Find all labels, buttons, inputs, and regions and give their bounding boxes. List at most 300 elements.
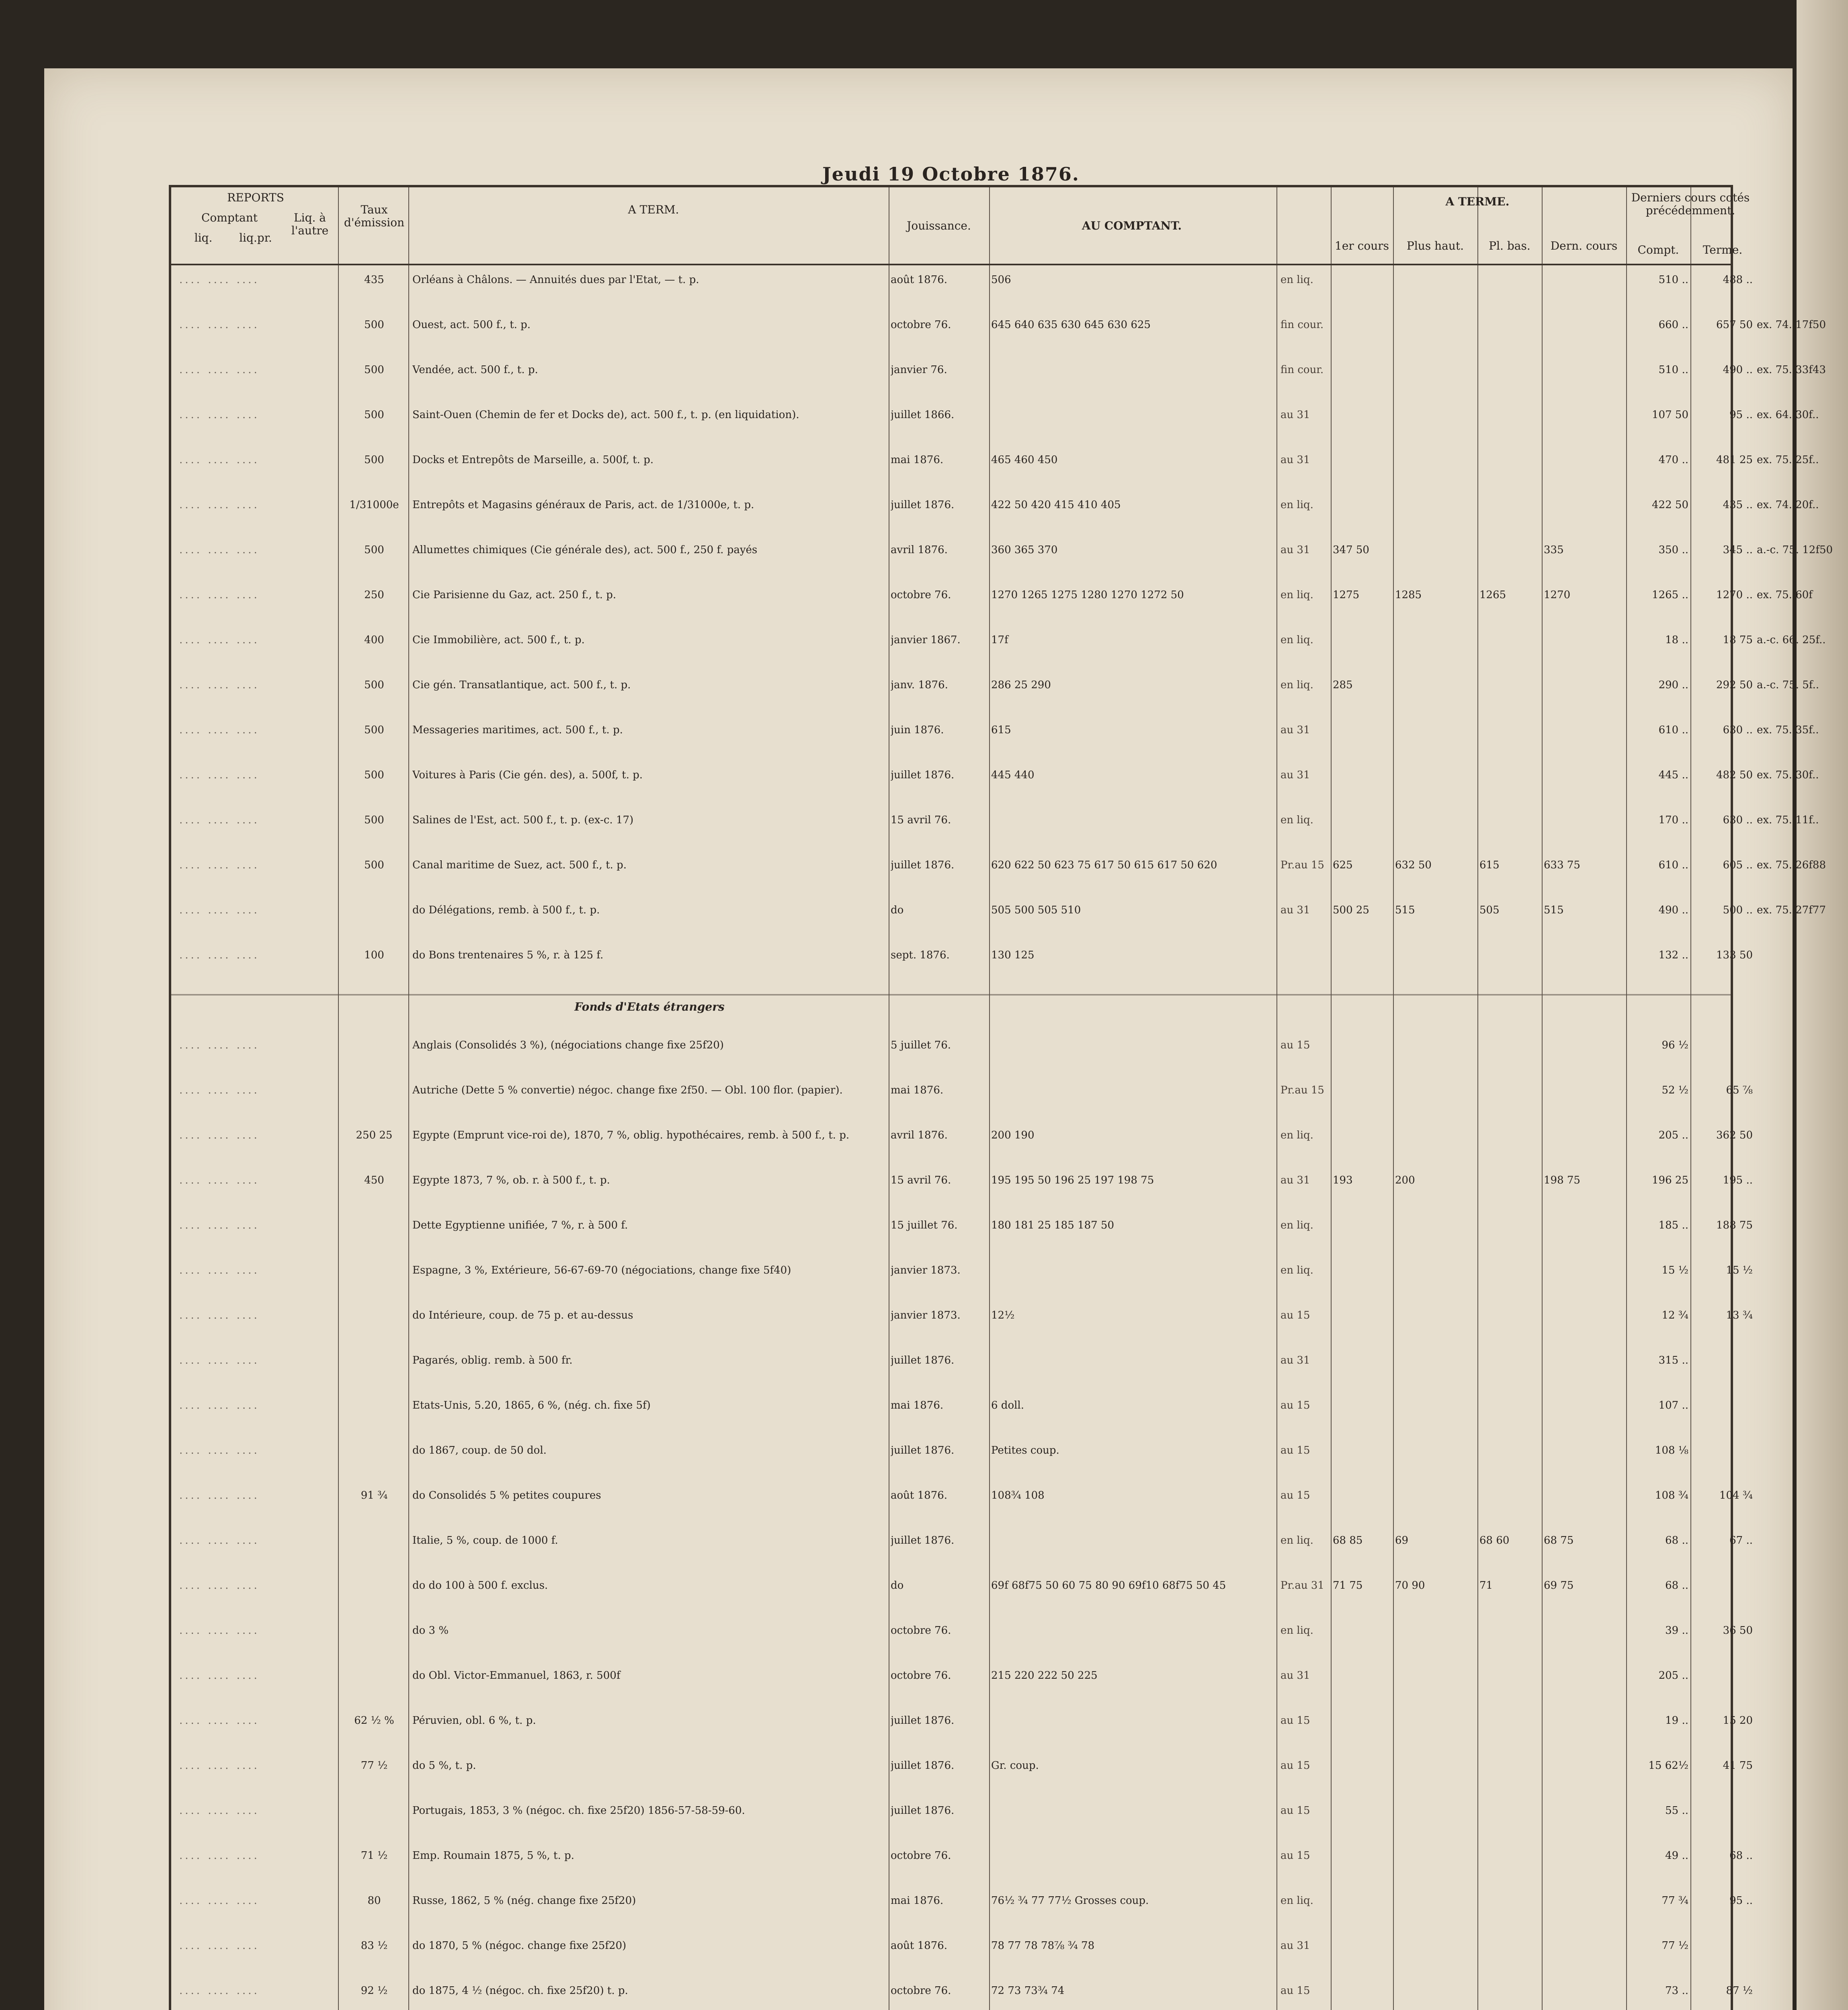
cell-prem: 285 bbox=[1333, 679, 1353, 691]
cell-name: do Consolidés 5 % petites coupures bbox=[412, 1489, 601, 1501]
cell-aterm: au 15 bbox=[1280, 1039, 1310, 1051]
table-row bbox=[171, 1667, 1731, 1684]
header-plus-haut: Plus haut. bbox=[1406, 239, 1464, 252]
cell-taux: 83 ½ bbox=[361, 1940, 388, 1952]
cell-compt: 68 .. bbox=[1665, 1534, 1688, 1546]
cell-taux: 250 bbox=[364, 589, 384, 601]
cell-jouis: do bbox=[891, 904, 904, 916]
cell-taux: 80 bbox=[367, 1895, 381, 1907]
cell-cpt: 506 bbox=[991, 274, 1011, 286]
section-rule bbox=[171, 994, 1731, 995]
cell-jouis: août 1876. bbox=[891, 274, 948, 286]
cell-term: 188 75 bbox=[1716, 1219, 1753, 1231]
cell-cpt: 12½ bbox=[991, 1309, 1015, 1321]
cell-jouis: janvier 1873. bbox=[891, 1264, 961, 1276]
cell-aterm: au 15 bbox=[1280, 1760, 1310, 1772]
cell-compt: 18 .. bbox=[1665, 634, 1688, 646]
cell-pb: 71 bbox=[1479, 1579, 1493, 1592]
cell-jouis: janv. 1876. bbox=[891, 679, 948, 691]
header-terme: Terme. bbox=[1703, 243, 1743, 256]
cell-term: 15 20 bbox=[1723, 1715, 1753, 1727]
cell-term: 36 50 bbox=[1723, 1624, 1753, 1637]
header-premier-cours: 1er cours bbox=[1335, 239, 1389, 252]
cell-name: Italie, 5 %, coup. de 1000 f. bbox=[412, 1534, 558, 1546]
cell-ph: 70 90 bbox=[1395, 1579, 1425, 1592]
cell-jouis: 5 juillet 76. bbox=[891, 1039, 951, 1051]
header-reports: REPORTS bbox=[227, 191, 284, 204]
cell-compt: 196 25 bbox=[1652, 1174, 1688, 1186]
table-row bbox=[171, 1217, 1753, 1233]
cell-name: Vendée, act. 500 f., t. p. bbox=[412, 364, 538, 376]
cell-compt: 19 .. bbox=[1665, 1715, 1688, 1727]
cell-cpt: 17f bbox=[991, 634, 1008, 646]
cell-compt: 610 .. bbox=[1658, 859, 1688, 871]
cell-taux: 100 bbox=[364, 949, 384, 961]
reports-dots: .... .... .... bbox=[179, 1264, 260, 1276]
cell-name: Canal maritime de Suez, act. 500 f., t. p. bbox=[412, 859, 627, 871]
cell-div: ex. 75. 26f88 bbox=[1757, 859, 1826, 871]
cell-name: do 1867, coup. de 50 dol. bbox=[412, 1444, 547, 1456]
cell-cpt: 615 bbox=[991, 724, 1011, 736]
cell-cpt: Petites coup. bbox=[991, 1444, 1059, 1456]
cell-name: do do 100 à 500 f. exclus. bbox=[412, 1579, 548, 1592]
header-derniers-cours: Derniers cours cotés précédemment. bbox=[1631, 191, 1750, 217]
cell-term: 482 50 bbox=[1716, 769, 1753, 781]
cell-jouis: juillet 1876. bbox=[891, 1354, 955, 1366]
table-row bbox=[171, 1532, 1753, 1549]
cell-jouis: octobre 76. bbox=[891, 1850, 951, 1862]
table-row bbox=[171, 947, 1753, 963]
cell-cpt: 69f 68f75 50 60 75 80 90 69f10 68f75 50 45 bbox=[991, 1579, 1226, 1592]
reports-dots: .... .... .... bbox=[179, 1129, 260, 1141]
cell-term: 630 .. bbox=[1723, 724, 1753, 736]
reports-dots: .... .... .... bbox=[179, 1760, 260, 1772]
cell-taux: 500 bbox=[364, 679, 384, 691]
cell-term: 292 50 bbox=[1716, 679, 1753, 691]
table-row bbox=[171, 1893, 1753, 1909]
cell-compt: 12 ¾ bbox=[1662, 1309, 1688, 1321]
cell-aterm: en liq. bbox=[1280, 814, 1313, 826]
cell-name: Espagne, 3 %, Extérieure, 56-67-69-70 (négociations, change fixe 5f40) bbox=[412, 1264, 791, 1276]
reports-dots: .... .... .... bbox=[179, 1399, 260, 1411]
cell-term: 18 75 bbox=[1723, 634, 1753, 646]
cell-jouis: juillet 1876. bbox=[891, 1760, 955, 1772]
cell-div: ex. 75. 35f.. bbox=[1757, 724, 1819, 736]
header-liq: liq. bbox=[194, 231, 213, 244]
cell-taux: 500 bbox=[364, 319, 384, 331]
cell-aterm: en liq. bbox=[1280, 1264, 1313, 1276]
table-row bbox=[171, 1262, 1753, 1278]
table-row bbox=[171, 1622, 1753, 1639]
reports-dots: .... .... .... bbox=[179, 1895, 260, 1907]
table-row bbox=[171, 407, 1819, 423]
reports-dots: .... .... .... bbox=[179, 724, 260, 736]
cell-name: Orléans à Châlons. — Annuités dues par l'Etat, — t. p. bbox=[412, 274, 699, 286]
cell-aterm: en liq. bbox=[1280, 274, 1313, 286]
cell-jouis: juillet 1876. bbox=[891, 1444, 955, 1456]
cell-name: Cie Parisienne du Gaz, act. 250 f., t. p. bbox=[412, 589, 617, 601]
cell-name: Ouest, act. 500 f., t. p. bbox=[412, 319, 531, 331]
cell-jouis: juin 1876. bbox=[891, 724, 944, 736]
table-row bbox=[171, 812, 1819, 828]
cell-cpt: 645 640 635 630 645 630 625 bbox=[991, 319, 1151, 331]
cell-aterm: au 15 bbox=[1280, 1985, 1310, 1997]
cell-compt: 39 .. bbox=[1665, 1624, 1688, 1637]
cell-jouis: août 1876. bbox=[891, 1940, 948, 1952]
cell-term: 481 25 bbox=[1716, 454, 1753, 466]
cell-div: ex. 75. 30f.. bbox=[1757, 769, 1819, 781]
cell-prem: 193 bbox=[1333, 1174, 1353, 1186]
cell-jouis: mai 1876. bbox=[891, 1399, 944, 1411]
reports-dots: .... .... .... bbox=[179, 409, 260, 421]
reports-dots: .... .... .... bbox=[179, 1174, 260, 1186]
cell-aterm: en liq. bbox=[1280, 589, 1313, 601]
cell-taux: 250 25 bbox=[356, 1129, 393, 1141]
cell-taux: 91 ¾ bbox=[361, 1489, 388, 1501]
cell-taux: 435 bbox=[364, 274, 384, 286]
table-row bbox=[171, 1397, 1731, 1413]
cell-div: a.-c. 66. 25f.. bbox=[1757, 634, 1826, 646]
cell-der: 335 bbox=[1544, 544, 1564, 556]
cell-aterm: au 15 bbox=[1280, 1399, 1310, 1411]
cell-name: Egypte 1873, 7 %, ob. r. à 500 f., t. p. bbox=[412, 1174, 610, 1186]
cell-taux: 500 bbox=[364, 544, 384, 556]
cell-prem: 625 bbox=[1333, 859, 1353, 871]
cell-compt: 77 ½ bbox=[1662, 1940, 1688, 1952]
reports-dots: .... .... .... bbox=[179, 364, 260, 376]
cell-div: ex. 64. 30f.. bbox=[1757, 409, 1819, 421]
cell-taux: 1/31000e bbox=[349, 499, 399, 511]
cell-compt: 107 50 bbox=[1652, 409, 1688, 421]
table-row bbox=[171, 1713, 1753, 1729]
cell-name: do Intérieure, coup. de 75 p. et au-dessus bbox=[412, 1309, 633, 1321]
cell-aterm: au 31 bbox=[1280, 454, 1310, 466]
table-row bbox=[171, 857, 1826, 873]
cell-jouis: octobre 76. bbox=[891, 1985, 951, 1997]
cell-name: Portugais, 1853, 3 % (négoc. ch. fixe 25f20) 1856-57-58-59-60. bbox=[412, 1805, 745, 1817]
cell-jouis: juillet 1866. bbox=[891, 409, 955, 421]
cell-jouis: avril 1876. bbox=[891, 1129, 948, 1141]
cell-aterm: en liq. bbox=[1280, 1219, 1313, 1231]
cell-compt: 68 .. bbox=[1665, 1579, 1688, 1592]
cell-term: 133 50 bbox=[1716, 949, 1753, 961]
table-row bbox=[171, 542, 1833, 558]
header-compt: Compt. bbox=[1637, 243, 1679, 256]
cell-div: ex. 75. 25f.. bbox=[1757, 454, 1819, 466]
reports-dots: .... .... .... bbox=[179, 1039, 260, 1051]
reports-dots: .... .... .... bbox=[179, 499, 260, 511]
reports-dots: .... .... .... bbox=[179, 1579, 260, 1592]
cell-compt: 445 .. bbox=[1658, 769, 1688, 781]
cell-ph: 515 bbox=[1395, 904, 1415, 916]
table-row bbox=[171, 722, 1819, 738]
cell-cpt: 360 365 370 bbox=[991, 544, 1058, 556]
cell-aterm: au 15 bbox=[1280, 1309, 1310, 1321]
header-liq-pr: liq.pr. bbox=[239, 231, 272, 244]
cell-der: 1270 bbox=[1544, 589, 1571, 601]
reports-dots: .... .... .... bbox=[179, 1624, 260, 1637]
section-heading: Fonds d'Etats étrangers bbox=[574, 1000, 725, 1013]
cell-term: 95 .. bbox=[1729, 1895, 1753, 1907]
cell-cpt: 445 440 bbox=[991, 769, 1035, 781]
cell-jouis: juillet 1876. bbox=[891, 769, 955, 781]
cell-cpt: 465 460 450 bbox=[991, 454, 1058, 466]
cell-jouis: octobre 76. bbox=[891, 589, 951, 601]
reports-dots: .... .... .... bbox=[179, 544, 260, 556]
cell-name: do Bons trentenaires 5 %, r. à 125 f. bbox=[412, 949, 604, 961]
table-row bbox=[171, 1577, 1731, 1594]
reports-dots: .... .... .... bbox=[179, 454, 260, 466]
cell-cpt: 505 500 505 510 bbox=[991, 904, 1081, 916]
cell-prem: 68 85 bbox=[1333, 1534, 1363, 1546]
cell-jouis: mai 1876. bbox=[891, 1084, 944, 1096]
cell-cpt: 130 125 bbox=[991, 949, 1035, 961]
cell-term: 362 50 bbox=[1716, 1129, 1753, 1141]
cell-aterm: fin cour. bbox=[1280, 364, 1324, 376]
cell-pb: 1265 bbox=[1479, 589, 1506, 601]
reports-dots: .... .... .... bbox=[179, 589, 260, 601]
cell-aterm: au 31 bbox=[1280, 724, 1310, 736]
cell-compt: 170 .. bbox=[1658, 814, 1688, 826]
cell-jouis: sept. 1876. bbox=[891, 949, 950, 961]
table-row bbox=[171, 1848, 1753, 1864]
cell-term: 41 75 bbox=[1723, 1760, 1753, 1772]
cell-name: Russe, 1862, 5 % (nég. change fixe 25f20) bbox=[412, 1895, 636, 1907]
cell-name: Emp. Roumain 1875, 5 %, t. p. bbox=[412, 1850, 574, 1862]
cell-compt: 660 .. bbox=[1658, 319, 1688, 331]
cell-div: ex. 75. 60f bbox=[1757, 589, 1813, 601]
cell-compt: 490 .. bbox=[1658, 904, 1688, 916]
header-taux: Taux d'émission bbox=[344, 203, 405, 229]
cell-prem: 71 75 bbox=[1333, 1579, 1363, 1592]
table-row bbox=[171, 452, 1819, 468]
cell-div: ex. 74. 20f.. bbox=[1757, 499, 1819, 511]
cell-aterm: au 15 bbox=[1280, 1850, 1310, 1862]
cell-term: 630 .. bbox=[1723, 814, 1753, 826]
table-row bbox=[171, 677, 1819, 693]
cell-jouis: juillet 1876. bbox=[891, 859, 955, 871]
cell-name: do Délégations, remb. à 500 f., t. p. bbox=[412, 904, 600, 916]
cell-name: Cie gén. Transatlantique, act. 500 f., t. p. bbox=[412, 679, 631, 691]
cell-jouis: janvier 76. bbox=[891, 364, 947, 376]
cell-name: Autriche (Dette 5 % convertie) négoc. change fixe 2f50. — Obl. 100 flor. (papier). bbox=[412, 1084, 843, 1096]
reports-dots: .... .... .... bbox=[179, 1850, 260, 1862]
cell-aterm: au 31 bbox=[1280, 769, 1310, 781]
cell-jouis: juillet 1876. bbox=[891, 499, 955, 511]
cell-compt: 610 .. bbox=[1658, 724, 1688, 736]
cell-aterm: au 31 bbox=[1280, 409, 1310, 421]
cell-compt: 49 .. bbox=[1665, 1850, 1688, 1862]
cell-term: 500 .. bbox=[1723, 904, 1753, 916]
cell-ph: 1285 bbox=[1395, 589, 1422, 601]
next-page-edge bbox=[1797, 0, 1848, 2010]
reports-dots: .... .... .... bbox=[179, 769, 260, 781]
cell-prem: 347 50 bbox=[1333, 544, 1369, 556]
table-row bbox=[171, 1803, 1731, 1819]
cell-compt: 55 .. bbox=[1665, 1805, 1688, 1817]
cell-taux: 62 ½ % bbox=[354, 1715, 394, 1727]
cell-compt: 205 .. bbox=[1658, 1129, 1688, 1141]
cell-compt: 73 .. bbox=[1665, 1985, 1688, 1997]
cell-prem: 500 25 bbox=[1333, 904, 1369, 916]
cell-compt: 315 .. bbox=[1658, 1354, 1688, 1366]
reports-dots: .... .... .... bbox=[179, 679, 260, 691]
cell-aterm: en liq. bbox=[1280, 1895, 1313, 1907]
cell-name: Docks et Entrepôts de Marseille, a. 500f, t. p. bbox=[412, 454, 654, 466]
cell-term: 1270 .. bbox=[1716, 589, 1753, 601]
cell-cpt: 180 181 25 185 187 50 bbox=[991, 1219, 1114, 1231]
cell-name: Entrepôts et Magasins généraux de Paris, act. de 1/31000e, t. p. bbox=[412, 499, 754, 511]
cell-aterm: Pr.au 15 bbox=[1280, 859, 1324, 871]
cell-compt: 96 ½ bbox=[1662, 1039, 1688, 1051]
cell-name: do 1870, 5 % (négoc. change fixe 25f20) bbox=[412, 1940, 627, 1952]
cell-cpt: 286 25 290 bbox=[991, 679, 1051, 691]
cell-ph: 69 bbox=[1395, 1534, 1409, 1546]
cell-prem: 1275 bbox=[1333, 589, 1360, 601]
reports-dots: .... .... .... bbox=[179, 1534, 260, 1546]
cell-jouis: juillet 1876. bbox=[891, 1715, 955, 1727]
reports-dots: .... .... .... bbox=[179, 859, 260, 871]
cell-pb: 615 bbox=[1479, 859, 1500, 871]
cell-aterm: au 31 bbox=[1280, 1940, 1310, 1952]
header-liq-autre: Liq. à l'autre bbox=[291, 211, 329, 237]
cell-pb: 505 bbox=[1479, 904, 1500, 916]
cell-term: 345 .. bbox=[1723, 544, 1753, 556]
cell-cpt: 6 doll. bbox=[991, 1399, 1024, 1411]
cell-aterm: au 31 bbox=[1280, 1174, 1310, 1186]
reports-dots: .... .... .... bbox=[179, 1670, 260, 1682]
table-row bbox=[171, 1172, 1753, 1188]
table-header bbox=[171, 187, 1750, 265]
reports-dots: .... .... .... bbox=[179, 1084, 260, 1096]
table-row bbox=[171, 632, 1826, 648]
table-row bbox=[171, 1758, 1753, 1774]
cell-der: 515 bbox=[1544, 904, 1564, 916]
cell-div: a.-c. 75. 5f.. bbox=[1757, 679, 1819, 691]
cell-jouis: 15 avril 76. bbox=[891, 814, 951, 826]
table-row bbox=[171, 767, 1819, 783]
cell-aterm: au 31 bbox=[1280, 544, 1310, 556]
reports-dots: .... .... .... bbox=[179, 1354, 260, 1366]
cell-name: Egypte (Emprunt vice-roi de), 1870, 7 %, oblig. hypothécaires, remb. à 500 f., t. p. bbox=[412, 1129, 850, 1141]
cell-name: Péruvien, obl. 6 %, t. p. bbox=[412, 1715, 536, 1727]
cell-jouis: octobre 76. bbox=[891, 1670, 951, 1682]
cell-compt: 422 50 bbox=[1652, 499, 1688, 511]
cell-cpt: 76½ ¾ 77 77½ Grosses coup. bbox=[991, 1895, 1149, 1907]
cell-term: 195 .. bbox=[1723, 1174, 1753, 1186]
cell-taux: 92 ½ bbox=[361, 1985, 388, 1997]
cell-taux: 500 bbox=[364, 814, 384, 826]
cell-term: 13 ¾ bbox=[1726, 1309, 1753, 1321]
cell-compt: 107 .. bbox=[1658, 1399, 1688, 1411]
header-plus-bas: Pl. bas. bbox=[1489, 239, 1530, 252]
table-row bbox=[171, 1352, 1731, 1368]
cell-name: do 3 % bbox=[412, 1624, 449, 1637]
reports-dots: .... .... .... bbox=[179, 634, 260, 646]
cell-name: do Obl. Victor-Emmanuel, 1863, r. 500f bbox=[412, 1670, 621, 1682]
cell-taux: 450 bbox=[364, 1174, 384, 1186]
header-comptant: Comptant bbox=[201, 211, 258, 224]
cell-der: 633 75 bbox=[1544, 859, 1580, 871]
reports-dots: .... .... .... bbox=[179, 1219, 260, 1231]
cell-term: 15 ½ bbox=[1726, 1264, 1753, 1276]
cell-name: Voitures à Paris (Cie gén. des), a. 500f, t. p. bbox=[412, 769, 643, 781]
cell-compt: 15 62½ bbox=[1648, 1760, 1688, 1772]
header-jouissance: Jouissance. bbox=[907, 219, 971, 232]
cell-taux: 71 ½ bbox=[361, 1850, 388, 1862]
cell-aterm: fin cour. bbox=[1280, 319, 1324, 331]
cell-term: 605 .. bbox=[1723, 859, 1753, 871]
cell-taux: 500 bbox=[364, 769, 384, 781]
header-dernier-cours: Dern. cours bbox=[1550, 239, 1618, 252]
cell-compt: 350 .. bbox=[1658, 544, 1688, 556]
cell-aterm: au 15 bbox=[1280, 1715, 1310, 1727]
cell-term: 87 ½ bbox=[1726, 1985, 1753, 1997]
table-row bbox=[171, 362, 1826, 378]
table-row bbox=[171, 1037, 1731, 1053]
cell-compt: 108 ⅛ bbox=[1655, 1444, 1688, 1456]
cell-der: 198 75 bbox=[1544, 1174, 1580, 1186]
page-date: Jeudi 19 Octobre 1876. bbox=[822, 163, 1080, 185]
cell-cpt: Gr. coup. bbox=[991, 1760, 1039, 1772]
cell-aterm: au 31 bbox=[1280, 904, 1310, 916]
cell-term: 657 50 bbox=[1716, 319, 1753, 331]
cell-jouis: do bbox=[891, 1579, 904, 1592]
cell-compt: 185 .. bbox=[1658, 1219, 1688, 1231]
cell-cpt: 620 622 50 623 75 617 50 615 617 50 620 bbox=[991, 859, 1217, 871]
cell-cpt: 72 73 73¾ 74 bbox=[991, 1985, 1065, 1997]
cell-term: 67 .. bbox=[1729, 1534, 1753, 1546]
reports-dots: .... .... .... bbox=[179, 814, 260, 826]
cell-aterm: au 15 bbox=[1280, 1489, 1310, 1501]
reports-dots: .... .... .... bbox=[179, 1985, 260, 1997]
reports-dots: .... .... .... bbox=[179, 904, 260, 916]
cell-term: 435 .. bbox=[1723, 499, 1753, 511]
cell-name: do 1875, 4 ½ (négoc. ch. fixe 25f20) t. p. bbox=[412, 1985, 628, 1997]
reports-dots: .... .... .... bbox=[179, 274, 260, 286]
reports-dots: .... .... .... bbox=[179, 1715, 260, 1727]
cell-name: Dette Egyptienne unifiée, 7 %, r. à 500 f. bbox=[412, 1219, 628, 1231]
cell-taux: 500 bbox=[364, 724, 384, 736]
cell-der: 69 75 bbox=[1544, 1579, 1574, 1592]
cell-jouis: mai 1876. bbox=[891, 454, 944, 466]
cell-name: Saint-Ouen (Chemin de fer et Docks de), act. 500 f., t. p. (en liquidation). bbox=[412, 409, 799, 421]
cell-taux: 400 bbox=[364, 634, 384, 646]
cell-jouis: 15 juillet 76. bbox=[891, 1219, 958, 1231]
cell-cpt: 215 220 222 50 225 bbox=[991, 1670, 1098, 1682]
table-row bbox=[171, 317, 1826, 333]
cell-div: ex. 75. 27f77 bbox=[1757, 904, 1826, 916]
cell-aterm: au 31 bbox=[1280, 1354, 1310, 1366]
cell-taux: 500 bbox=[364, 409, 384, 421]
cell-term: 68 .. bbox=[1729, 1850, 1753, 1862]
cell-aterm: en liq. bbox=[1280, 679, 1313, 691]
reports-dots: .... .... .... bbox=[179, 1940, 260, 1952]
cell-jouis: 15 avril 76. bbox=[891, 1174, 951, 1186]
cell-div: ex. 75. 11f.. bbox=[1757, 814, 1819, 826]
price-table bbox=[169, 163, 1833, 2010]
cell-compt: 52 ½ bbox=[1662, 1084, 1688, 1096]
cell-aterm: Pr.au 31 bbox=[1280, 1579, 1324, 1592]
cell-term: 490 .. bbox=[1723, 364, 1753, 376]
cell-compt: 470 .. bbox=[1658, 454, 1688, 466]
cell-jouis: octobre 76. bbox=[891, 1624, 951, 1637]
cell-div: ex. 75. 33f43 bbox=[1757, 364, 1826, 376]
cell-jouis: juillet 1876. bbox=[891, 1534, 955, 1546]
cell-jouis: octobre 76. bbox=[891, 319, 951, 331]
reports-dots: .... .... .... bbox=[179, 1309, 260, 1321]
cell-aterm: en liq. bbox=[1280, 1624, 1313, 1637]
